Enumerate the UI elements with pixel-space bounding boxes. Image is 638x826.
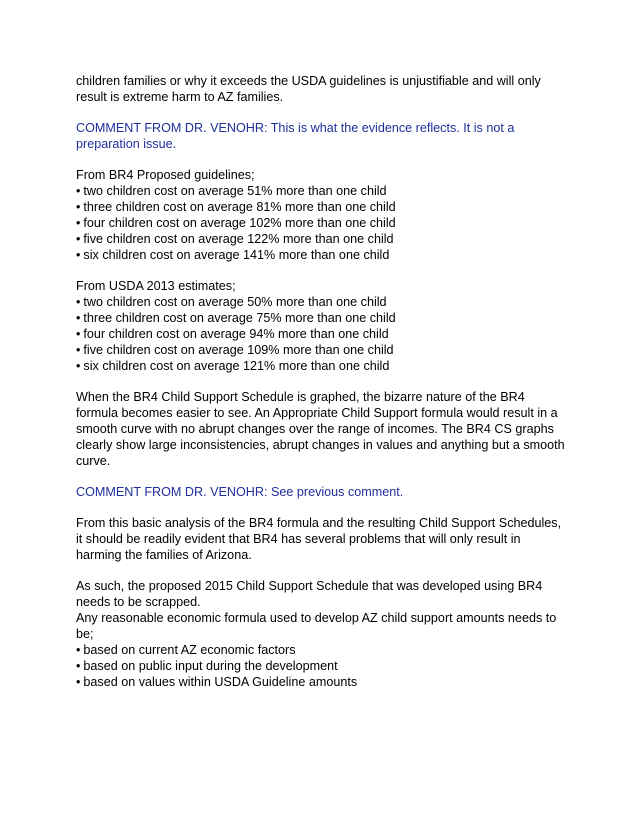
bullet-icon: • [76,343,81,357]
scrapped-paragraph: As such, the proposed 2015 Child Support Schedule that was developed using BR4 needs to be scrapped. Any reasonable economic formula used to develop AZ child support amounts needs to be; [76,579,557,641]
list-item: • based on current AZ economic factors [76,643,296,657]
reviewer-comment-2: COMMENT FROM DR. VENOHR: See previous comment. [76,485,404,499]
bullet-icon: • [76,216,81,230]
list-item: • two children cost on average 50% more than one child [76,295,387,309]
bullet-icon: • [76,311,81,325]
list-item: • three children cost on average 75% more than one child [76,311,396,325]
document-page [76,73,576,690]
bullet-icon: • [76,659,81,673]
list-item: • six children cost on average 141% more than one child [76,248,390,262]
analysis-paragraph: From this basic analysis of the BR4 formula and the resulting Child Support Schedules, it should be readily evident that BR4 has several problems that will only result in harming the families of Arizona. [76,516,562,562]
list-item: • four children cost on average 94% more than one child [76,327,389,341]
list-item: • based on public input during the development [76,659,338,673]
intro-paragraph: children families or why it exceeds the USDA guidelines is unjustifiable and will only result is extreme harm to AZ families. [76,74,541,104]
bullet-icon: • [76,200,81,214]
list-item: • based on values within USDA Guideline amounts [76,675,358,689]
bullet-icon: • [76,675,81,689]
requirements-list [76,642,576,690]
list-item: • five children cost on average 109% more than one child [76,343,394,357]
bullet-icon: • [76,184,81,198]
bullet-icon: • [76,327,81,341]
reviewer-comment-1: COMMENT FROM DR. VENOHR: This is what the evidence reflects. It is not a preparation issue. [76,121,515,151]
usda-list [76,294,576,374]
list-item: • six children cost on average 121% more than one child [76,359,390,373]
list-item: • four children cost on average 102% more than one child [76,216,396,230]
bullet-icon: • [76,232,81,246]
bullet-icon: • [76,248,81,262]
usda-heading: From USDA 2013 estimates; [76,279,236,293]
bullet-icon: • [76,359,81,373]
graph-paragraph: When the BR4 Child Support Schedule is graphed, the bizarre nature of the BR4 formula becomes easier to see. An Appropriate Child Support formula would result in a smooth curve with no abrupt changes over the range of incomes. The BR4 CS graphs clearly show large inconsistencies, abrupt changes in values and anything but a smooth curve. [76,390,565,468]
list-item: • five children cost on average 122% more than one child [76,232,394,246]
br4-heading: From BR4 Proposed guidelines; [76,168,255,182]
list-item: • two children cost on average 51% more than one child [76,184,387,198]
bullet-icon: • [76,295,81,309]
br4-list [76,183,576,263]
list-item: • three children cost on average 81% more than one child [76,200,396,214]
bullet-icon: • [76,643,81,657]
